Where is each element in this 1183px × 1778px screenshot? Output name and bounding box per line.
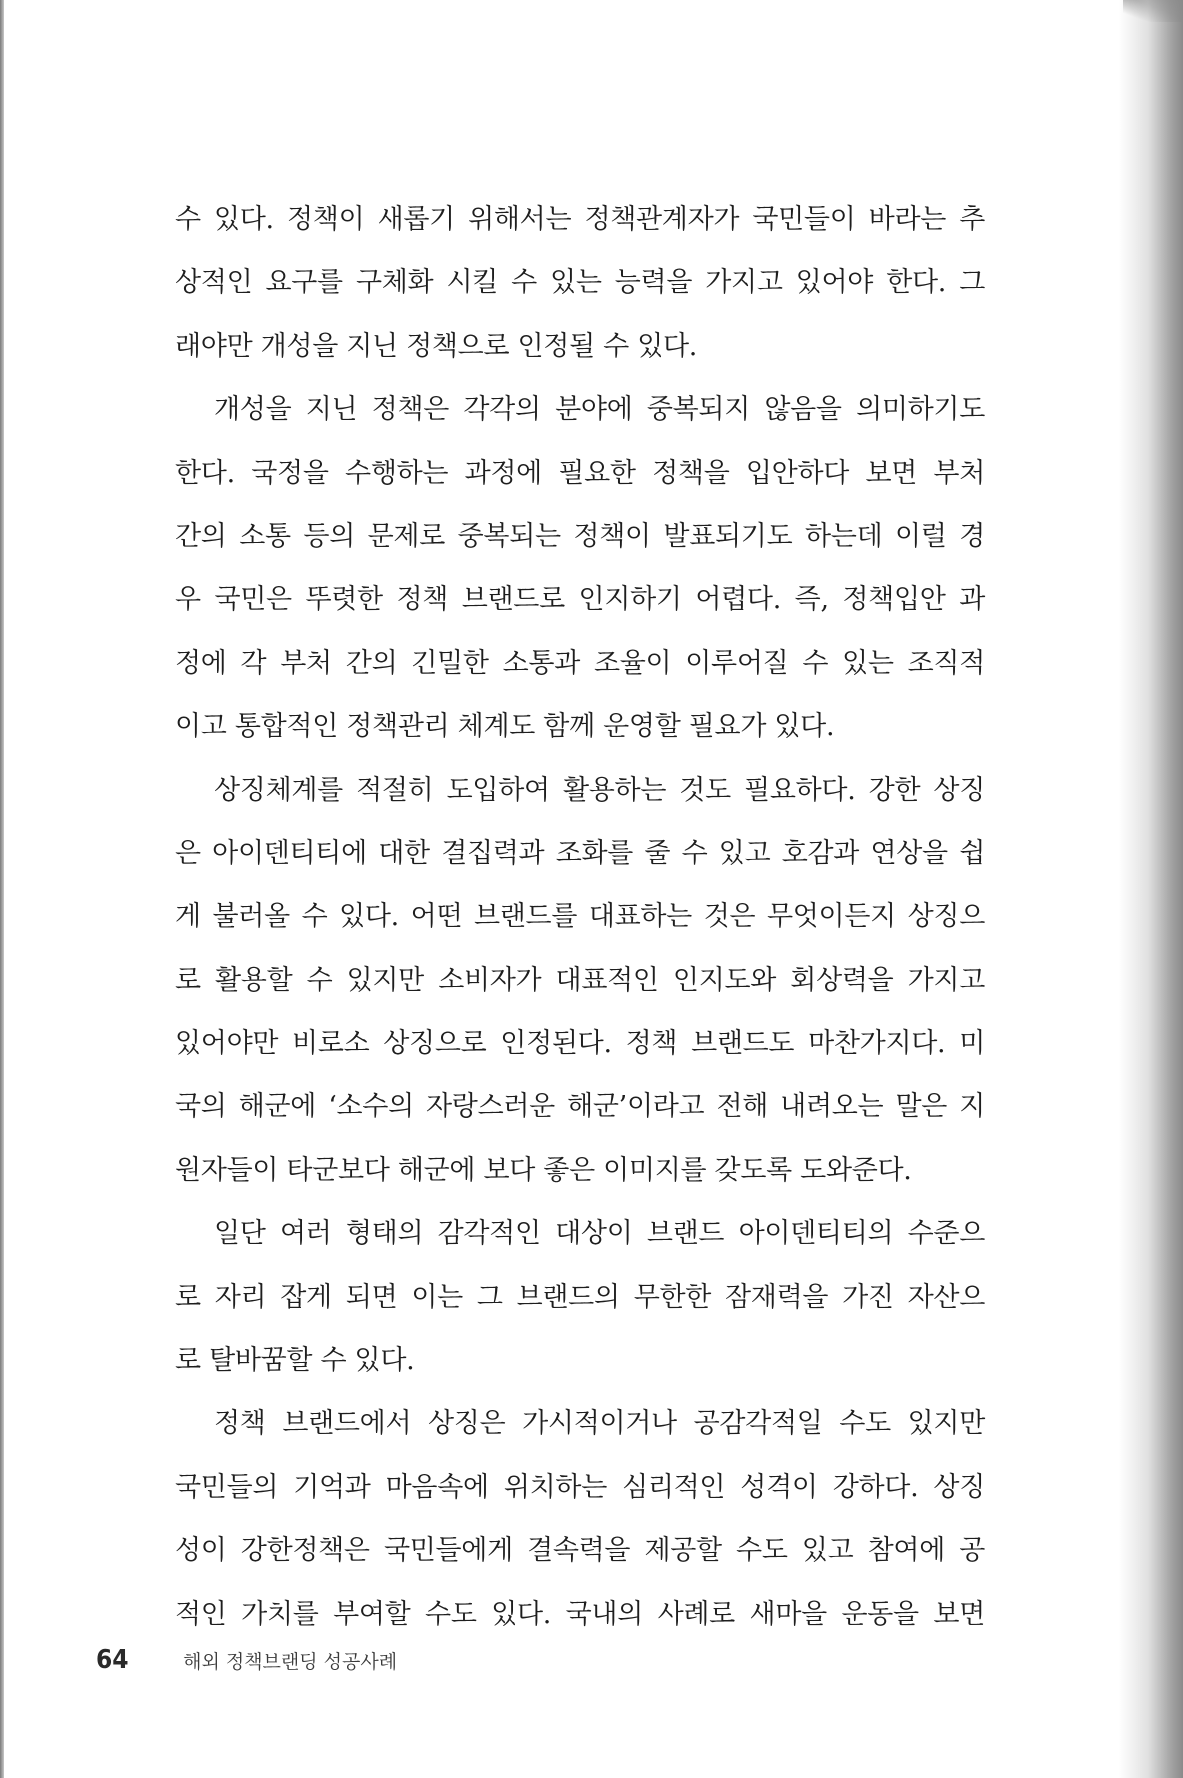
running-title: 해외 정책브랜딩 성공사례	[183, 1651, 398, 1673]
text-line: 정책 브랜드에서 상징은 가시적이거나 공감각적일 수도 있지만	[214, 1408, 985, 1440]
text-line: 게 불러올 수 있다. 어떤 브랜드를 대표하는 것은 무엇이든지 상징으	[175, 901, 985, 933]
page-spine-shadow	[1119, 0, 1183, 1778]
text-line: 있어야만 비로소 상징으로 인정된다. 정책 브랜드도 마찬가지다. 미	[175, 1028, 985, 1060]
page-left-edge	[0, 0, 4, 1778]
text-line: 로 탈바꿈할 수 있다.	[175, 1345, 415, 1377]
text-line: 국민들의 기억과 마음속에 위치하는 심리적인 성격이 강하다. 상징	[175, 1471, 985, 1503]
text-line: 우 국민은 뚜렷한 정책 브랜드로 인지하기 어렵다. 즉, 정책입안 과	[175, 584, 985, 616]
text-line: 상적인 요구를 구체화 시킬 수 있는 능력을 가지고 있어야 한다. 그	[175, 267, 985, 299]
text-line: 일단 여러 형태의 감각적인 대상이 브랜드 아이덴티티의 수준으	[214, 1218, 985, 1250]
text-line: 은 아이덴티티에 대한 결집력과 조화를 줄 수 있고 호감과 연상을 쉽	[175, 837, 985, 869]
text-line: 이고 통합적인 정책관리 체계도 함께 운영할 필요가 있다.	[175, 711, 835, 743]
page-footer	[96, 1640, 397, 1680]
text-line: 로 자리 잡게 되면 이는 그 브랜드의 무한한 잠재력을 가진 자산으	[175, 1281, 985, 1313]
text-line: 개성을 지닌 정책은 각각의 분야에 중복되지 않음을 의미하기도	[214, 394, 985, 426]
text-line: 원자들이 타군보다 해군에 보다 좋은 이미지를 갖도록 도와준다.	[175, 1154, 912, 1186]
text-line: 성이 강한정책은 국민들에게 결속력을 제공할 수도 있고 참여에 공	[175, 1535, 985, 1567]
paragraph	[175, 1392, 985, 1646]
body-text	[175, 188, 985, 1646]
text-line: 적인 가치를 부여할 수도 있다. 국내의 사례로 새마을 운동을 보면	[175, 1598, 985, 1630]
paragraph	[175, 378, 985, 758]
paragraph	[175, 1202, 985, 1392]
text-line: 로 활용할 수 있지만 소비자가 대표적인 인지도와 회상력을 가지고	[175, 964, 985, 996]
text-line: 상징체계를 적절히 도입하여 활용하는 것도 필요하다. 강한 상징	[214, 774, 985, 806]
text-line: 수 있다. 정책이 새롭기 위해서는 정책관계자가 국민들이 바라는 추	[175, 204, 985, 235]
text-line: 래야만 개성을 지닌 정책으로 인정될 수 있다.	[175, 330, 698, 362]
page-number: 64	[96, 1645, 129, 1675]
paragraph	[175, 759, 985, 1203]
text-line: 정에 각 부처 간의 긴밀한 소통과 조율이 이루어질 수 있는 조직적	[175, 647, 985, 679]
text-line: 간의 소통 등의 문제로 중복되는 정책이 발표되기도 하는데 이럴 경	[175, 520, 985, 552]
text-line: 한다. 국정을 수행하는 과정에 필요한 정책을 입안하다 보면 부처	[175, 457, 985, 489]
paragraph	[175, 188, 985, 378]
text-line: 국의 해군에 ‘소수의 자랑스러운 해군’이라고 전해 내려오는 말은 지	[175, 1091, 985, 1123]
